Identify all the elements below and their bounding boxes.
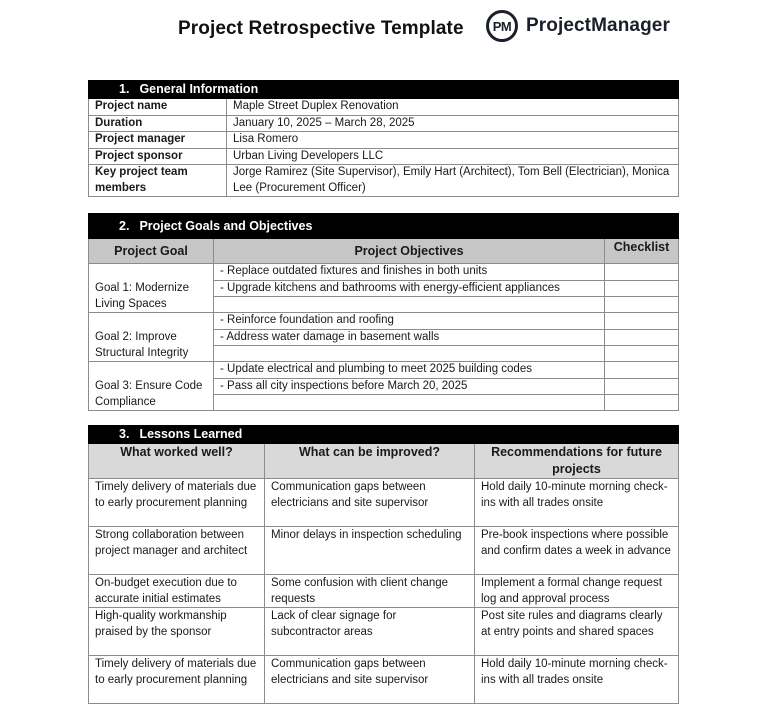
lesson-row bbox=[89, 479, 679, 527]
section-title: General Information bbox=[139, 82, 259, 96]
column-header-row bbox=[89, 239, 679, 264]
page-title: Project Retrospective Template bbox=[178, 18, 464, 39]
column-header-checklist: Checklist bbox=[605, 239, 679, 264]
section-number: 1. bbox=[119, 82, 130, 96]
goal-row bbox=[89, 264, 679, 281]
objective-cell[interactable]: - Reinforce foundation and roofing bbox=[214, 313, 605, 330]
checklist-cell[interactable] bbox=[605, 362, 679, 379]
info-row-team-members bbox=[89, 165, 679, 197]
column-header-recommendations: Recommendations for future projects bbox=[475, 444, 679, 479]
checklist-cell[interactable] bbox=[605, 280, 679, 297]
checklist-cell[interactable] bbox=[605, 395, 679, 411]
worked-well-cell[interactable]: On-budget execution due to accurate initial estimates bbox=[89, 575, 265, 608]
brand-logo bbox=[486, 10, 670, 42]
lessons-learned-table bbox=[88, 425, 679, 704]
section-title: Project Goals and Objectives bbox=[139, 219, 313, 233]
worked-well-cell[interactable]: High-quality workmanship praised by the sponsor bbox=[89, 608, 265, 656]
info-value[interactable]: Maple Street Duplex Renovation bbox=[227, 99, 679, 116]
recommendation-cell[interactable]: Implement a formal change request log and approval process bbox=[475, 575, 679, 608]
info-label: Project manager bbox=[89, 132, 227, 149]
checklist-cell[interactable] bbox=[605, 346, 679, 362]
lesson-row bbox=[89, 608, 679, 656]
recommendation-cell[interactable]: Pre-book inspections where possible and confirm dates a week in advance bbox=[475, 527, 679, 575]
checklist-cell[interactable] bbox=[605, 378, 679, 395]
info-label: Project sponsor bbox=[89, 148, 227, 165]
pm-logo-icon: PM bbox=[486, 10, 518, 42]
worked-well-cell[interactable]: Strong collaboration between project manager and architect bbox=[89, 527, 265, 575]
info-value[interactable]: Urban Living Developers LLC bbox=[227, 148, 679, 165]
info-label: Project name bbox=[89, 99, 227, 116]
section-header bbox=[89, 81, 679, 99]
info-row-project-manager bbox=[89, 132, 679, 149]
improved-cell[interactable]: Minor delays in inspection scheduling bbox=[265, 527, 475, 575]
objective-cell[interactable]: - Upgrade kitchens and bathrooms with energy-efficient appliances bbox=[214, 280, 605, 297]
objective-cell[interactable]: - Address water damage in basement walls bbox=[214, 329, 605, 346]
objective-cell[interactable]: - Update electrical and plumbing to meet 2025 building codes bbox=[214, 362, 605, 379]
column-header-worked-well: What worked well? bbox=[89, 444, 265, 479]
recommendation-cell[interactable]: Hold daily 10-minute morning check-ins with all trades onsite bbox=[475, 656, 679, 704]
checklist-cell[interactable] bbox=[605, 297, 679, 313]
section-number: 2. bbox=[119, 219, 130, 233]
brand-name: ProjectManager bbox=[526, 15, 670, 36]
info-label: Key project team members bbox=[89, 165, 227, 197]
info-row-project-name bbox=[89, 99, 679, 116]
column-header-row bbox=[89, 444, 679, 479]
info-row-duration bbox=[89, 115, 679, 132]
improved-cell[interactable]: Some confusion with client change requests bbox=[265, 575, 475, 608]
section-header bbox=[89, 426, 679, 444]
checklist-cell[interactable] bbox=[605, 264, 679, 281]
goals-objectives-table bbox=[88, 213, 679, 411]
info-label: Duration bbox=[89, 115, 227, 132]
info-value[interactable]: Lisa Romero bbox=[227, 132, 679, 149]
goal-row bbox=[89, 362, 679, 379]
goal-cell: Goal 3: Ensure Code Compliance bbox=[89, 362, 214, 411]
objective-cell[interactable] bbox=[214, 297, 605, 313]
recommendation-cell[interactable]: Post site rules and diagrams clearly at entry points and shared spaces bbox=[475, 608, 679, 656]
section-number: 3. bbox=[119, 427, 130, 441]
objective-cell[interactable] bbox=[214, 346, 605, 362]
lesson-row bbox=[89, 656, 679, 704]
lesson-row bbox=[89, 527, 679, 575]
column-header-improved: What can be improved? bbox=[265, 444, 475, 479]
column-header-objectives: Project Objectives bbox=[214, 239, 605, 264]
checklist-cell[interactable] bbox=[605, 313, 679, 330]
worked-well-cell[interactable]: Timely delivery of materials due to early procurement planning bbox=[89, 656, 265, 704]
section-header bbox=[89, 214, 679, 239]
general-information-table bbox=[88, 80, 679, 197]
objective-cell[interactable]: - Pass all city inspections before March 20, 2025 bbox=[214, 378, 605, 395]
worked-well-cell[interactable]: Timely delivery of materials due to early procurement planning bbox=[89, 479, 265, 527]
improved-cell[interactable]: Communication gaps between electricians and site supervisor bbox=[265, 656, 475, 704]
objective-cell[interactable] bbox=[214, 395, 605, 411]
info-row-project-sponsor bbox=[89, 148, 679, 165]
section-title: Lessons Learned bbox=[139, 427, 243, 441]
improved-cell[interactable]: Communication gaps between electricians and site supervisor bbox=[265, 479, 475, 527]
improved-cell[interactable]: Lack of clear signage for subcontractor areas bbox=[265, 608, 475, 656]
objective-cell[interactable]: - Replace outdated fixtures and finishes in both units bbox=[214, 264, 605, 281]
column-header-goal: Project Goal bbox=[89, 239, 214, 264]
goal-cell: Goal 1: Modernize Living Spaces bbox=[89, 264, 214, 313]
info-value[interactable]: Jorge Ramirez (Site Supervisor), Emily Hart (Architect), Tom Bell (Electrician), Monica Lee (Procurement Officer) bbox=[227, 165, 679, 197]
checklist-cell[interactable] bbox=[605, 329, 679, 346]
lesson-row bbox=[89, 575, 679, 608]
goal-cell: Goal 2: Improve Structural Integrity bbox=[89, 313, 214, 362]
info-value[interactable]: January 10, 2025 – March 28, 2025 bbox=[227, 115, 679, 132]
goal-row bbox=[89, 313, 679, 330]
recommendation-cell[interactable]: Hold daily 10-minute morning check-ins with all trades onsite bbox=[475, 479, 679, 527]
